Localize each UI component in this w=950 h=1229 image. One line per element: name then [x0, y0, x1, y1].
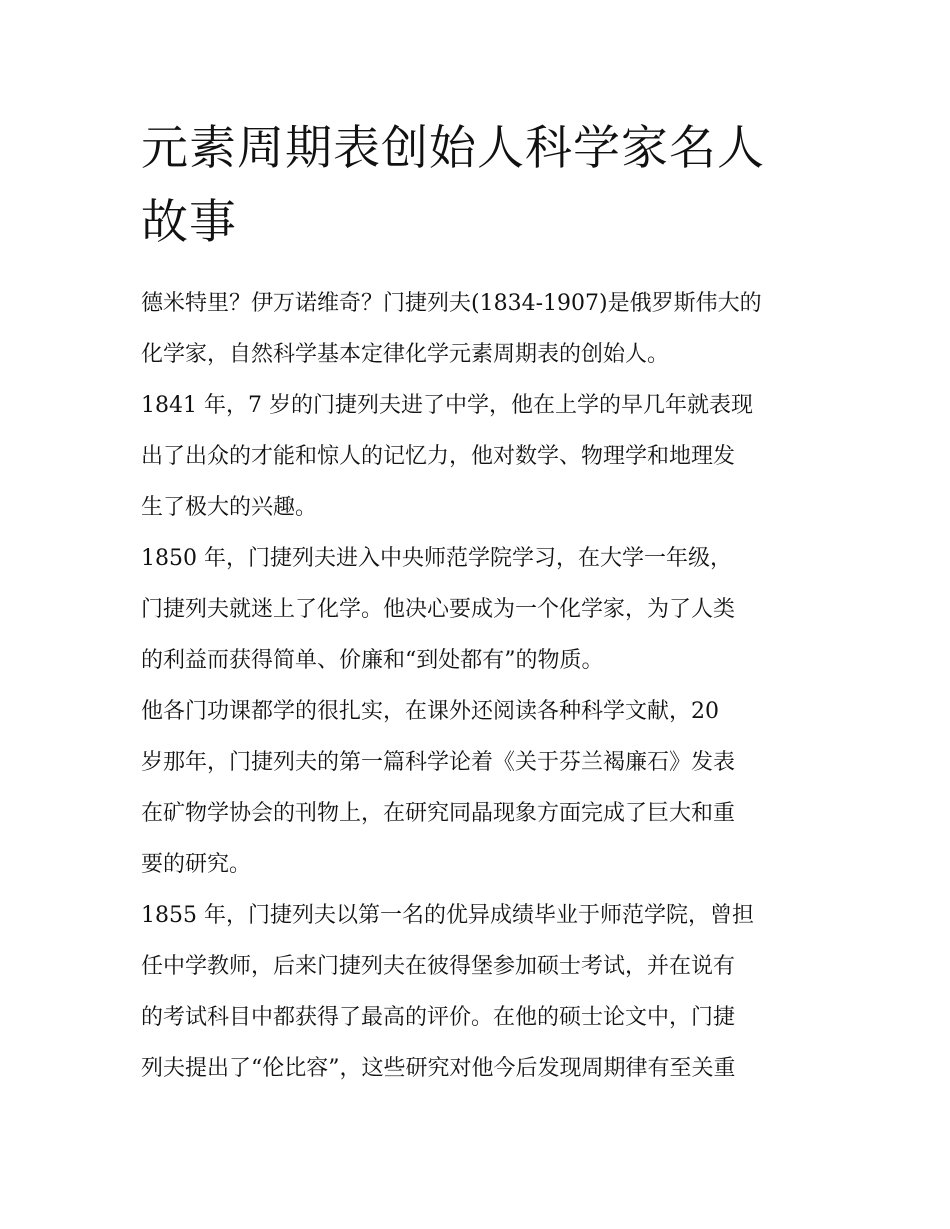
body-line: 生了极大的兴趣。 — [141, 495, 318, 520]
body-line: 要的研究。 — [141, 852, 252, 877]
body-line: 的考试科目中都获得了最高的评价。在他的硕士论文中，门捷 — [141, 1005, 736, 1030]
body-line: 门捷列夫就迷上了化学。他决心要成为一个化学家，为了人类 — [141, 597, 736, 622]
body-line: 他各门功课都学的很扎实，在课外还阅读各种科学文献，20 — [141, 699, 719, 724]
body-line: 1855 年，门捷列夫以第一名的优异成绩毕业于师范学院，曾担 — [141, 903, 754, 928]
body-line: 1850 年，门捷列夫进入中央师范学院学习，在大学一年级， — [141, 546, 732, 571]
body-line: 任中学教师，后来门捷列夫在彼得堡参加硕士考试，并在说有 — [141, 954, 736, 979]
title-line: 故事 — [141, 195, 237, 250]
body-line: 化学家，自然科学基本定律化学元素周期表的创始人。 — [141, 342, 670, 367]
document-title — [141, 112, 821, 260]
body-line: 在矿物学协会的刊物上，在研究同晶现象方面完成了巨大和重 — [141, 801, 736, 826]
body-line: 出了出众的才能和惊人的记忆力，他对数学、物理学和地理发 — [141, 444, 736, 469]
body-line: 1841 年，7 岁的门捷列夫进了中学，他在上学的早几年就表现 — [141, 393, 753, 418]
title-line: 元素周期表创始人科学家名人 — [141, 121, 765, 176]
body-line: 德米特里？伊万诺维奇？门捷列夫(1834-1907)是俄罗斯伟大的 — [141, 291, 762, 316]
document-body — [141, 278, 817, 1094]
body-line: 的利益而获得简单、价廉和“到处都有”的物质。 — [141, 648, 604, 673]
body-line: 岁那年，门捷列夫的第一篇科学论着《关于芬兰褐廉石》发表 — [141, 750, 736, 775]
body-line: 列夫提出了“伦比容”，这些研究对他今后发现周期律有至关重 — [141, 1056, 736, 1081]
